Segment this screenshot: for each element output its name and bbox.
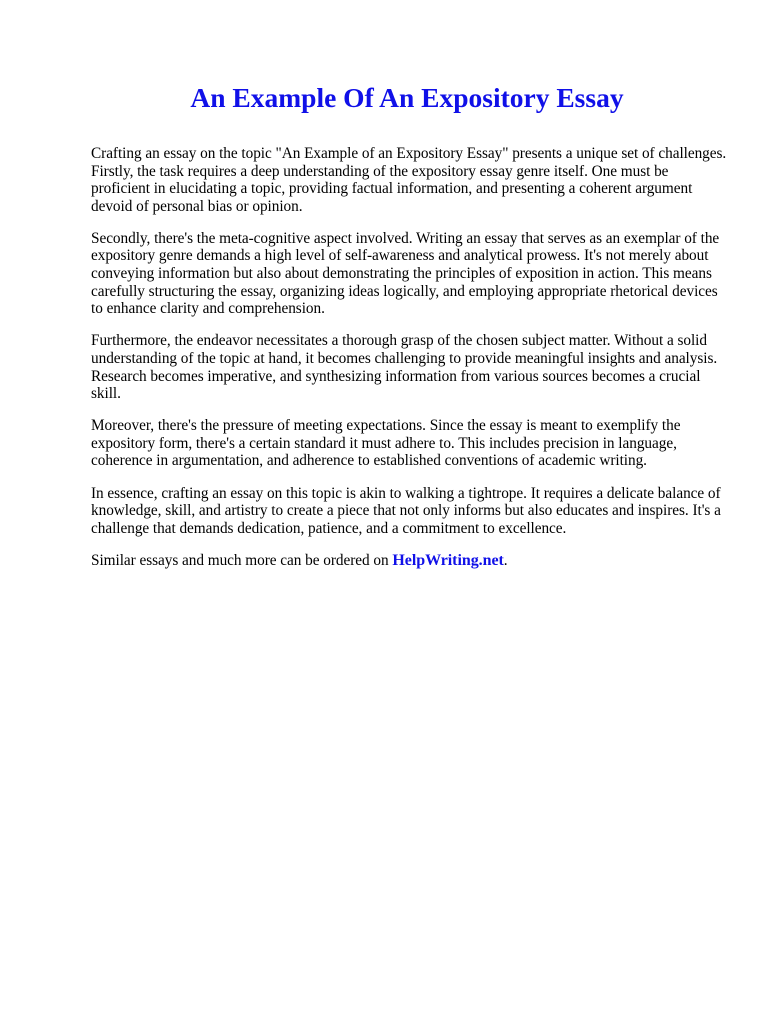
paragraph-5: In essence, crafting an essay on this topic is akin to walking a tightrope. It requires a delicate balance of knowledge, skill, and artistry to create a piece that not only informs but also educates and inspires. It's a challenge that demands dedication, patience, and a commitment to excellence. bbox=[91, 484, 721, 537]
document-page bbox=[91, 82, 731, 569]
paragraph-1: Crafting an essay on the topic "An Example of an Expository Essay" presents a unique set of challenges. Firstly, the task requires a deep understanding of the expository essay genre itself. One must be proficient in elucidating a topic, providing factual information, and presenting a coherent argument devoid of personal bias or opinion. bbox=[91, 145, 727, 215]
paragraph-3: Furthermore, the endeavor necessitates a thorough grasp of the chosen subject matter. Without a solid understanding of the topic at hand, it becomes challenging to provide meaningful insights and analysis. Research becomes imperative, and synthesizing information from various sources becomes a crucial skill. bbox=[91, 332, 718, 403]
helpwriting-link[interactable]: HelpWriting.net bbox=[392, 551, 504, 569]
document-title: An Example Of An Expository Essay bbox=[190, 82, 624, 113]
footer-prefix: Similar essays and much more can be ordered on bbox=[91, 551, 393, 569]
footer-line bbox=[91, 552, 731, 570]
paragraph-4: Moreover, there's the pressure of meeting expectations. Since the essay is meant to exemplify the expository form, there's a certain standard it must adhere to. This includes precision in language, coherence in argumentation, and adherence to established conventions of academic writing. bbox=[91, 417, 681, 470]
paragraph-2: Secondly, there's the meta-cognitive aspect involved. Writing an essay that serves as an exemplar of the expository genre demands a high level of self-awareness and analytical prowess. It's not merely about conveying information but also about demonstrating the principles of exposition in action. This means carefully structuring the essay, organizing ideas logically, and employing appropriate rhetorical devices to enhance clarity and comprehension. bbox=[91, 229, 720, 318]
footer-suffix: . bbox=[503, 551, 508, 569]
